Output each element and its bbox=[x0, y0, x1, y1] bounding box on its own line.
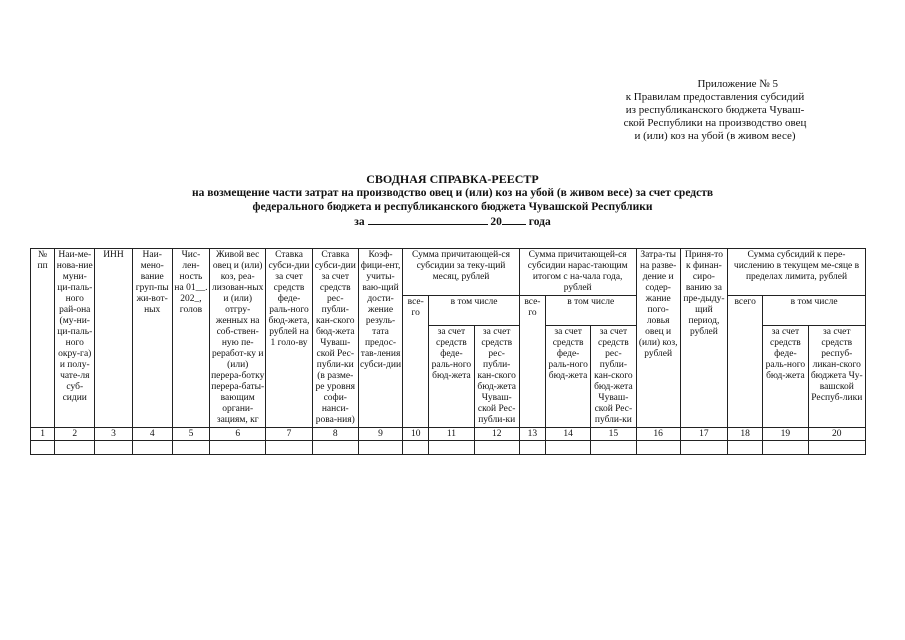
header-cell-including: в том числе bbox=[763, 296, 866, 326]
appendix-line: из республиканского бюджета Чуваш- bbox=[625, 104, 805, 116]
column-number: 5 bbox=[172, 428, 209, 441]
table-cell[interactable] bbox=[55, 441, 95, 455]
column-number: 19 bbox=[763, 428, 808, 441]
header-cell-animal-group: Наи-мено-вание груп-пы жи-вот-ных bbox=[132, 249, 172, 428]
header-cell-costs: Затра-ты на разве-дение и содер-жание пого-ловья овец и (или) коз, рублей bbox=[636, 249, 680, 428]
table-cell[interactable] bbox=[728, 441, 763, 455]
column-number: 10 bbox=[403, 428, 429, 441]
table-cell[interactable] bbox=[636, 441, 680, 455]
appendix-block bbox=[590, 78, 840, 143]
table-cell[interactable] bbox=[403, 441, 429, 455]
column-number: 13 bbox=[519, 428, 545, 441]
column-number: 4 bbox=[132, 428, 172, 441]
table-cell[interactable] bbox=[172, 441, 209, 455]
column-number: 3 bbox=[95, 428, 132, 441]
appendix-line: к Правилам предоставления субсидий bbox=[625, 91, 805, 103]
appendix-line: Приложение № 5 bbox=[697, 78, 778, 90]
header-cell-rep-rate: Ставка субси-дии за счет средств рес-публи-кан-ского бюд-жета Чуваш-ской Рес-публи-ки (в разме-ре уровня софи-нанси-рова-ния) bbox=[312, 249, 358, 428]
column-number: 18 bbox=[728, 428, 763, 441]
column-number: 15 bbox=[591, 428, 636, 441]
header-cell-fed: за счет средств феде-раль-ного бюд-жета bbox=[545, 326, 590, 428]
title-main: СВОДНАЯ СПРАВКА-РЕЕСТР bbox=[366, 172, 539, 186]
table-cell[interactable] bbox=[680, 441, 727, 455]
header-cell-fed: за счет средств феде-раль-ного бюд-жета bbox=[763, 326, 808, 428]
header-cell-live-weight: Живой вес овец и (или) коз, реа-лизован-ных и (или) отгру-женных на соб-ствен-ную пе-реработ-ку и (или) перера-ботку перера-баты-вающим органи-зациям, кг bbox=[210, 249, 266, 428]
register-table bbox=[30, 248, 866, 455]
header-cell-rep: за счет средств респуб-ликан-ского бюджета Чу-вашской Респуб-лики bbox=[808, 326, 865, 428]
table-cell[interactable] bbox=[210, 441, 266, 455]
table-cell[interactable] bbox=[132, 441, 172, 455]
header-cell-fed-rate: Ставка субси-дии за счет средств феде-раль-ного бюд-жета, рублей на 1 голо-ву bbox=[266, 249, 312, 428]
header-cell-total: всего bbox=[728, 296, 763, 428]
table-cell[interactable] bbox=[312, 441, 358, 455]
header-cell-fed: за счет средств феде-раль-ного бюд-жета bbox=[429, 326, 474, 428]
column-number: 20 bbox=[808, 428, 865, 441]
header-group-cumulative: Сумма причитающей-ся субсидии нарас-тающим итогом с на-чала года, рублей bbox=[519, 249, 636, 296]
column-number: 16 bbox=[636, 428, 680, 441]
table-cell[interactable] bbox=[808, 441, 865, 455]
period-blank-month[interactable] bbox=[368, 214, 488, 225]
header-cell-including: в том числе bbox=[429, 296, 520, 326]
column-number: 11 bbox=[429, 428, 474, 441]
table-cell[interactable] bbox=[763, 441, 808, 455]
title-subtitle-1: на возмещение части затрат на производство овец и (или) коз на убой (в живом весе) за счет средств bbox=[191, 187, 714, 199]
table-cell[interactable] bbox=[266, 441, 312, 455]
header-group-month: Сумма причитающей-ся субсидии за теку-щий месяц, рублей bbox=[403, 249, 520, 296]
header-cell-rep: за счет средств рес-публи-кан-ского бюд-жета Чуваш-ской Рес-публи-ки bbox=[591, 326, 636, 428]
appendix-line: ской Республики на производство овец bbox=[623, 117, 807, 129]
title-period bbox=[0, 214, 905, 229]
period-prefix: за bbox=[354, 216, 365, 228]
column-number: 8 bbox=[312, 428, 358, 441]
table-cell[interactable] bbox=[429, 441, 474, 455]
header-cell-total: все-го bbox=[519, 296, 545, 428]
table-cell[interactable] bbox=[591, 441, 636, 455]
column-number: 12 bbox=[474, 428, 519, 441]
table-cell[interactable] bbox=[474, 441, 519, 455]
column-number-row bbox=[31, 428, 866, 441]
document-title bbox=[0, 172, 905, 229]
header-cell-inn: ИНН bbox=[95, 249, 132, 428]
column-number: 1 bbox=[31, 428, 55, 441]
table-cell[interactable] bbox=[31, 441, 55, 455]
period-year-prefix: 20 bbox=[490, 216, 502, 228]
header-cell-headcount: Чис-лен-ность на 01__. 202_, голов bbox=[172, 249, 209, 428]
header-cell-coefficient: Коэф-фици-ент, учиты-ваю-щий дости-жение резуль-тата предос-тав-ления субси-дии bbox=[358, 249, 402, 428]
table-cell[interactable] bbox=[545, 441, 590, 455]
appendix-line: и (или) коз на убой (в живом весе) bbox=[634, 130, 796, 142]
header-cell-previous: Приня-то к финан-сиро-ванию за пре-дыду-щий период, рублей bbox=[680, 249, 727, 428]
title-subtitle-2: федерального бюджета и республиканского бюджета Чувашской Республики bbox=[252, 201, 653, 213]
column-number: 14 bbox=[545, 428, 590, 441]
column-number: 2 bbox=[55, 428, 95, 441]
table-cell[interactable] bbox=[519, 441, 545, 455]
header-cell-total: все-го bbox=[403, 296, 429, 428]
period-suffix: года bbox=[528, 216, 551, 228]
table-row bbox=[31, 441, 866, 455]
column-number: 7 bbox=[266, 428, 312, 441]
header-cell-rep: за счет средств рес-публи-кан-ского бюд-жета Чуваш-ской Рес-публи-ки bbox=[474, 326, 519, 428]
column-number: 17 bbox=[680, 428, 727, 441]
table-cell[interactable] bbox=[358, 441, 402, 455]
header-cell-recipient: Наи-ме-нова-ние муни-ци-паль-ного рай-она (му-ни-ци-паль-ного окру-га) и полу-чате-ля суб-сидии bbox=[55, 249, 95, 428]
period-blank-year[interactable] bbox=[502, 214, 526, 225]
column-number: 6 bbox=[210, 428, 266, 441]
table-cell[interactable] bbox=[95, 441, 132, 455]
header-cell-including: в том числе bbox=[545, 296, 636, 326]
column-number: 9 bbox=[358, 428, 402, 441]
header-cell-num: № пп bbox=[31, 249, 55, 428]
header-group-transfer: Сумма субсидий к пере-числению в текущем ме-сяце в пределах лимита, рублей bbox=[728, 249, 866, 296]
